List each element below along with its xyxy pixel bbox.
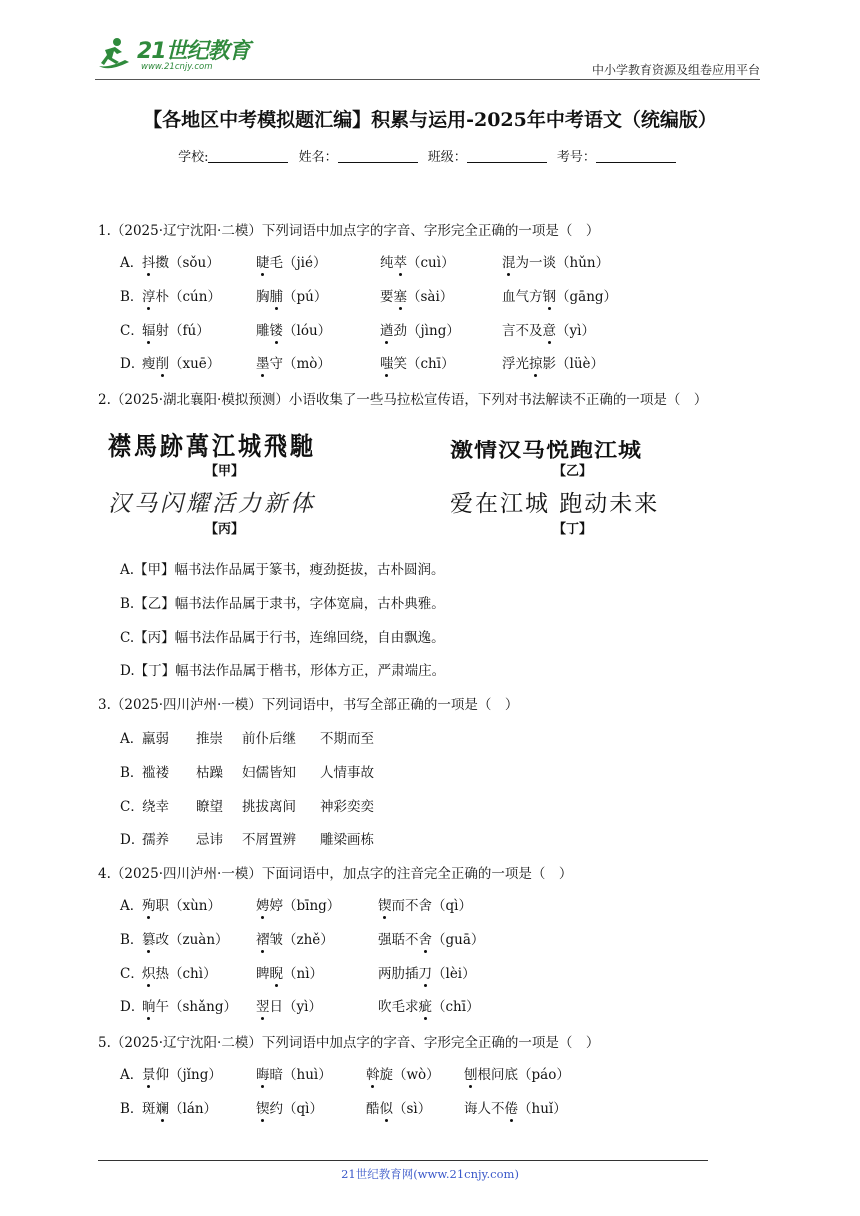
calligraphy-bing: 汉马闪耀活力新体 xyxy=(108,491,316,517)
header-divider xyxy=(95,79,760,80)
dotted-character: 遒 xyxy=(380,323,394,339)
option-letter: B． xyxy=(120,765,144,781)
dotted-character: 倦 xyxy=(504,1101,518,1117)
runner-logo-icon xyxy=(95,36,135,74)
word-item: 羸弱 xyxy=(142,731,169,747)
dotted-character: 疵 xyxy=(418,999,432,1015)
footer-divider xyxy=(98,1160,708,1161)
dotted-character: 晌 xyxy=(142,999,156,1015)
option-letter: A． xyxy=(120,1067,144,1083)
dotted-character: 斓 xyxy=(155,1101,169,1117)
dotted-character: 淳 xyxy=(142,289,156,305)
option-letter: C． xyxy=(120,966,144,982)
question-4-stem: 4.（2025·四川泸州·一模）下面词语中，加点字的注音完全正确的一项是（ ） xyxy=(98,866,573,882)
q2-option-a[interactable]: A.【甲】幅书法作品属于篆书，瘦劲挺拔，古朴圆润。 xyxy=(120,562,445,578)
option-letter: B． xyxy=(120,932,144,948)
word-item: 娉婷（bīng） xyxy=(256,898,341,914)
word-item: 刨根问底（páo） xyxy=(464,1067,570,1083)
dotted-character: 睫 xyxy=(256,255,270,271)
dotted-character: 削 xyxy=(155,356,169,372)
word-item: 晌午（shǎng） xyxy=(142,999,238,1015)
word-item: 神彩奕奕 xyxy=(320,799,374,815)
dotted-character: 锲 xyxy=(256,1101,270,1117)
word-item: 睥睨（nì） xyxy=(256,966,324,982)
dotted-character: 刀 xyxy=(418,966,432,982)
calligraphy-label-ding: 【丁】 xyxy=(553,522,593,537)
word-item: 锲约（qì） xyxy=(256,1101,323,1117)
class-blank[interactable] xyxy=(467,149,547,163)
logo-url: www.21cnjy.com xyxy=(141,62,213,72)
word-item: 辐射（fú） xyxy=(142,323,210,339)
dotted-character: 景 xyxy=(142,1067,156,1083)
word-item: 前仆后继 xyxy=(242,731,296,747)
question-2-stem: 2.（2025·湖北襄阳·模拟预测）小语收集了一些马拉松宣传语，下列对书法解读不正确的一项是（ ） xyxy=(98,392,708,408)
option-letter: B． xyxy=(120,1101,144,1117)
calligraphy-ding: 爱在江城 跑动未来 xyxy=(450,491,660,517)
word-item: 挑拔离间 xyxy=(242,799,296,815)
option-letter: B． xyxy=(120,289,144,305)
word-item: 墨守（mò） xyxy=(256,356,331,372)
word-item: 忌讳 xyxy=(196,832,223,848)
class-label: 班级： xyxy=(427,150,467,165)
word-item: 孺养 xyxy=(142,832,169,848)
dotted-character: 睨 xyxy=(269,966,283,982)
dotted-character: 斡 xyxy=(366,1067,380,1083)
word-item: 褶皱（zhě） xyxy=(256,932,334,948)
word-item: 纯萃（cuì） xyxy=(380,255,455,271)
option-letter: A． xyxy=(120,898,144,914)
calligraphy-label-bing: 【丙】 xyxy=(205,522,245,537)
word-item: 绕幸 xyxy=(142,799,169,815)
word-item: 雕梁画栋 xyxy=(320,832,374,848)
dotted-character: 辐 xyxy=(142,323,156,339)
q2-option-c[interactable]: C.【丙】幅书法作品属于行书，连绵回绕，自由飘逸。 xyxy=(120,630,445,646)
dotted-character: 褶 xyxy=(256,932,270,948)
word-item: 瞭望 xyxy=(196,799,223,815)
option-letter: A． xyxy=(120,731,144,747)
calligraphy-label-jia: 【甲】 xyxy=(205,464,245,479)
option-letter: C． xyxy=(120,323,144,339)
word-item: 浮光掠影（lüè） xyxy=(502,356,605,372)
word-item: 吹毛求疵（chī） xyxy=(378,999,480,1015)
student-info-line xyxy=(0,146,860,165)
word-item: 嗤笑（chī） xyxy=(380,356,455,372)
word-item: 强聒不舍（guā） xyxy=(378,932,485,948)
name-blank[interactable] xyxy=(338,149,418,163)
word-item: 两肋插刀（lèi） xyxy=(378,966,476,982)
word-item: 不屑置辨 xyxy=(242,832,296,848)
word-item: 睫毛（jié） xyxy=(256,255,327,271)
word-item: 瘦削（xuē） xyxy=(142,356,221,372)
word-item: 要塞（sài） xyxy=(380,289,454,305)
q2-option-d[interactable]: D.【丁】幅书法作品属于楷书，形体方正，严肃端庄。 xyxy=(120,663,446,679)
question-5-stem: 5.（2025·辽宁沈阳·二模）下列词语中加点字的字音、字形完全正确的一项是（ ） xyxy=(98,1035,600,1051)
school-label: 学校: xyxy=(178,150,209,165)
word-item: 晦暗（huì） xyxy=(256,1067,332,1083)
word-item: 妇儒皆知 xyxy=(242,765,296,781)
school-blank[interactable] xyxy=(208,149,288,163)
dotted-character: 锲 xyxy=(378,898,392,914)
exam-number-blank[interactable] xyxy=(596,149,676,163)
word-item: 不期而至 xyxy=(320,731,374,747)
dotted-character: 篡 xyxy=(142,932,156,948)
dotted-character: 嗤 xyxy=(380,356,394,372)
word-item: 推崇 xyxy=(196,731,223,747)
dotted-character: 掠 xyxy=(529,356,543,372)
word-item: 言不及意（yì） xyxy=(502,323,595,339)
dotted-character: 娉 xyxy=(256,898,270,914)
dotted-character: 钢 xyxy=(542,289,556,305)
question-3-stem: 3.（2025·四川泸州·一模）下列词语中，书写全部正确的一项是（ ） xyxy=(98,697,519,713)
q2-option-b[interactable]: B.【乙】幅书法作品属于隶书，字体宽扁，古朴典雅。 xyxy=(120,596,445,612)
word-item: 遒劲（jìng） xyxy=(380,323,460,339)
word-item: 炽热（chì） xyxy=(142,966,217,982)
word-item: 人情事故 xyxy=(320,765,374,781)
word-item: 翌日（yì） xyxy=(256,999,322,1015)
calligraphy-jia: 襟馬跡萬江城飛馳 xyxy=(108,431,316,462)
dotted-character: 翌 xyxy=(256,999,270,1015)
word-item: 胸脯（pú） xyxy=(256,289,328,305)
word-item: 斡旋（wò） xyxy=(366,1067,440,1083)
word-item: 褴褛 xyxy=(142,765,169,781)
dotted-character: 似 xyxy=(379,1101,393,1117)
dotted-character: 抖 xyxy=(142,255,156,271)
dotted-character: 炽 xyxy=(142,966,156,982)
option-letter: D． xyxy=(120,356,145,372)
option-letter: A． xyxy=(120,255,144,271)
logo-text: 21世纪教育 xyxy=(137,39,250,64)
calligraphy-yi: 激情汉马悦跑江城 xyxy=(450,439,642,462)
dotted-character: 镂 xyxy=(269,323,283,339)
option-letter: D． xyxy=(120,999,145,1015)
dotted-character: 意 xyxy=(542,323,556,339)
calligraphy-label-yi: 【乙】 xyxy=(553,464,593,479)
dotted-character: 墨 xyxy=(256,356,270,372)
word-item: 诲人不倦（huǐ） xyxy=(464,1101,567,1117)
name-label: 姓名： xyxy=(298,150,338,165)
word-item: 殉职（xùn） xyxy=(142,898,222,914)
word-item: 雕镂（lóu） xyxy=(256,323,332,339)
word-item: 枯躁 xyxy=(196,765,223,781)
word-item: 景仰（jǐng） xyxy=(142,1067,222,1083)
dotted-character: 刨 xyxy=(464,1067,478,1083)
word-item: 混为一谈（hǔn） xyxy=(502,255,610,271)
dotted-character: 脯 xyxy=(269,289,283,305)
page-header xyxy=(95,30,760,80)
site-logo[interactable] xyxy=(95,34,255,78)
platform-name: 中小学教育资源及组卷应用平台 xyxy=(591,63,760,77)
footer-source[interactable]: 21世纪教育网(www.21cnjy.com) xyxy=(341,1167,519,1181)
dotted-character: 晦 xyxy=(256,1067,270,1083)
word-item: 篡改（zuàn） xyxy=(142,932,229,948)
page-title: 【各地区中考模拟题汇编】积累与运用-2025年中考语文（统编版） xyxy=(143,109,717,131)
exam-number-label: 考号： xyxy=(556,150,596,165)
word-item: 斑斓（lán） xyxy=(142,1101,218,1117)
word-item: 抖擞（sǒu） xyxy=(142,255,220,271)
word-item: 锲而不舍（qì） xyxy=(378,898,472,914)
dotted-character: 萃 xyxy=(393,255,407,271)
dotted-character: 塞 xyxy=(393,289,407,305)
option-letter: D． xyxy=(120,832,145,848)
option-letter: C． xyxy=(120,799,144,815)
dotted-character: 混 xyxy=(502,255,516,271)
dotted-character: 殉 xyxy=(142,898,156,914)
word-item: 淳朴（cún） xyxy=(142,289,221,305)
dotted-character: 舍 xyxy=(418,932,432,948)
question-1-stem: 1.（2025·辽宁沈阳·二模）下列词语中加点字的字音、字形完全正确的一项是（ ） xyxy=(98,223,600,239)
word-item: 血气方钢（gāng） xyxy=(502,289,618,305)
word-item: 酷似（sì） xyxy=(366,1101,432,1117)
